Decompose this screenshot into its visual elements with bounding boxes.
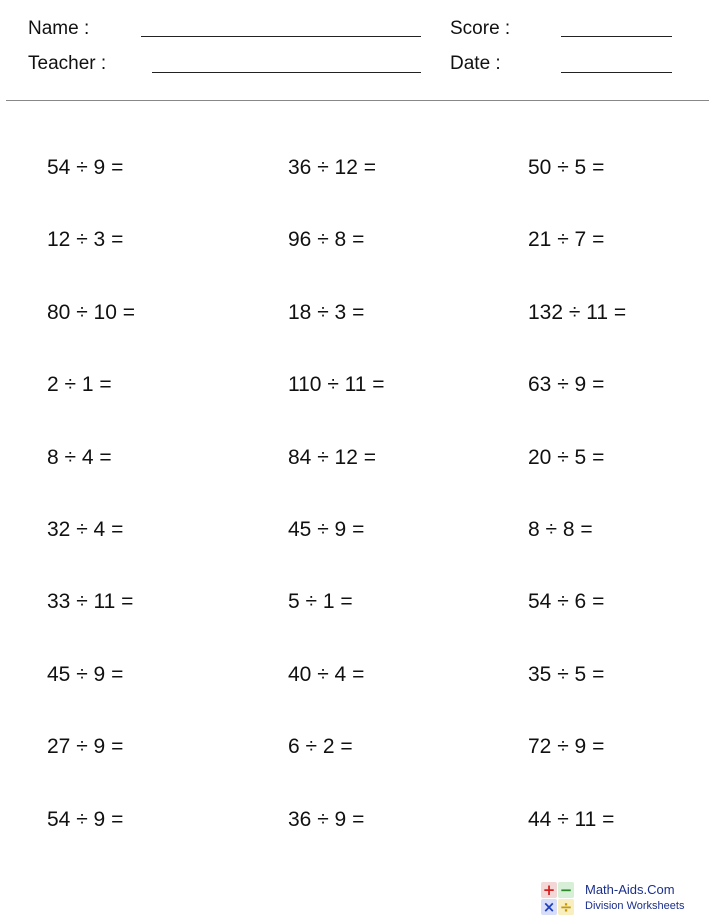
plus-icon: + xyxy=(542,881,556,899)
problem-4-2: 110 ÷ 11 = xyxy=(288,373,385,396)
problem-3-2: 18 ÷ 3 = xyxy=(288,301,365,324)
problem-9-3: 72 ÷ 9 = xyxy=(528,735,605,758)
problem-10-2: 36 ÷ 9 = xyxy=(288,808,365,831)
problem-10-3: 44 ÷ 11 = xyxy=(528,808,615,831)
math-operations-logo-icon xyxy=(541,882,575,916)
date-label: Date : xyxy=(450,53,501,74)
problem-8-1: 45 ÷ 9 = xyxy=(47,663,124,686)
problem-1-2: 36 ÷ 12 = xyxy=(288,156,377,179)
divide-icon: ÷ xyxy=(559,898,573,916)
problem-8-3: 35 ÷ 5 = xyxy=(528,663,605,686)
problem-6-1: 32 ÷ 4 = xyxy=(47,518,124,541)
minus-icon: − xyxy=(559,881,573,899)
problem-9-2: 6 ÷ 2 = xyxy=(288,735,353,758)
teacher-line[interactable] xyxy=(152,72,421,73)
problem-1-3: 50 ÷ 5 = xyxy=(528,156,605,179)
problem-4-3: 63 ÷ 9 = xyxy=(528,373,605,396)
problem-5-3: 20 ÷ 5 = xyxy=(528,446,605,469)
problem-5-1: 8 ÷ 4 = xyxy=(47,446,112,469)
problem-5-2: 84 ÷ 12 = xyxy=(288,446,377,469)
problem-6-2: 45 ÷ 9 = xyxy=(288,518,365,541)
score-line[interactable] xyxy=(561,36,672,37)
problem-2-2: 96 ÷ 8 = xyxy=(288,228,365,251)
problem-1-1: 54 ÷ 9 = xyxy=(47,156,124,179)
site-name[interactable]: Math-Aids.Com xyxy=(585,882,675,897)
problem-8-2: 40 ÷ 4 = xyxy=(288,663,365,686)
problem-7-3: 54 ÷ 6 = xyxy=(528,590,605,613)
name-label: Name : xyxy=(28,18,90,39)
date-line[interactable] xyxy=(561,72,672,73)
problem-10-1: 54 ÷ 9 = xyxy=(47,808,124,831)
teacher-label: Teacher : xyxy=(28,53,107,74)
problem-6-3: 8 ÷ 8 = xyxy=(528,518,593,541)
problem-9-1: 27 ÷ 9 = xyxy=(47,735,124,758)
times-icon: × xyxy=(542,898,556,916)
problem-2-1: 12 ÷ 3 = xyxy=(47,228,124,251)
site-subtitle: Division Worksheets xyxy=(585,900,685,912)
footer-branding xyxy=(541,880,711,916)
problem-7-1: 33 ÷ 11 = xyxy=(47,590,134,613)
header-divider xyxy=(6,100,709,101)
problem-4-1: 2 ÷ 1 = xyxy=(47,373,112,396)
name-line[interactable] xyxy=(141,36,421,37)
score-label: Score : xyxy=(450,18,511,39)
problem-2-3: 21 ÷ 7 = xyxy=(528,228,605,251)
problem-3-3: 132 ÷ 11 = xyxy=(528,301,627,324)
problem-3-1: 80 ÷ 10 = xyxy=(47,301,136,324)
problem-7-2: 5 ÷ 1 = xyxy=(288,590,353,613)
